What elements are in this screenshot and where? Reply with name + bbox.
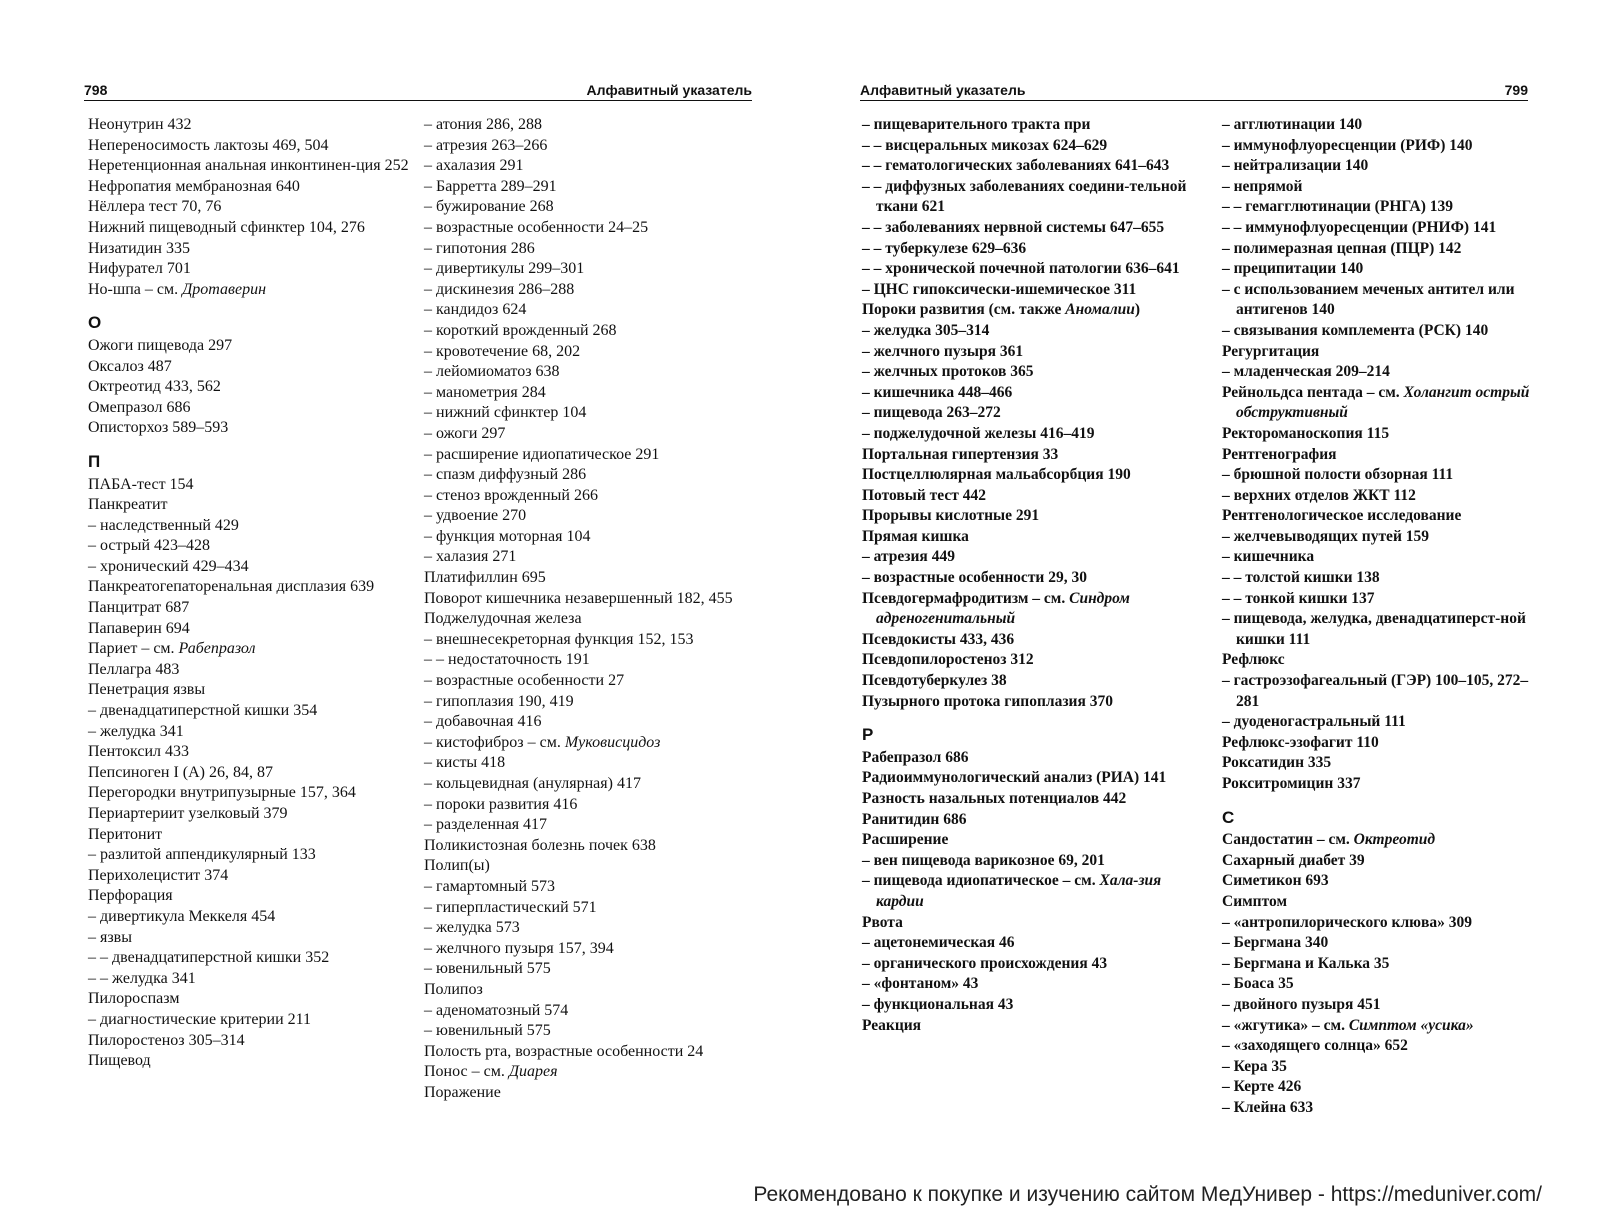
index-entry-reference: Холангит острый обструктивный	[1236, 383, 1530, 422]
index-entry: Париет – см. Рабепразол	[88, 640, 256, 658]
index-entry: – связывания комплемента (РСК) 140	[1222, 321, 1489, 339]
index-entry: Ожоги пищевода 297	[88, 336, 233, 354]
index-entry: Псевдокисты 433, 436	[862, 630, 1015, 648]
index-entry: – ахалазия 291	[424, 157, 524, 175]
index-column-3	[862, 115, 1198, 1036]
index-entry: Полип(ы)	[424, 857, 490, 875]
index-entry: Пороки развития (см. также Аномалии)	[862, 301, 1141, 319]
index-entry: Непереносимость лактозы 469, 504	[88, 136, 329, 154]
index-entry: Радиоиммунологический анализ (РИА) 141	[862, 769, 1167, 787]
index-entry-reference: Хала-зия кардии	[876, 872, 1162, 910]
index-entry: – – хронической почечной патологии 636–641	[862, 260, 1180, 278]
index-entry-reference: Октреотид	[1353, 831, 1436, 849]
index-entry: – – тонкой кишки 137	[1222, 589, 1375, 607]
index-entry: – Кера 35	[1222, 1057, 1287, 1075]
index-entry: – гипоплазия 190, 419	[424, 692, 574, 710]
index-entry: – кистофиброз – см. Муковисцидоз	[424, 733, 661, 751]
index-entry: Рентгенография	[1222, 445, 1337, 463]
index-entry: – – гемагглютинации (РНГА) 139	[1222, 198, 1454, 216]
index-entry: Перихолецистит 374	[88, 866, 229, 884]
index-entry: Нифуратeл 701	[88, 260, 191, 278]
index-entry: – пищеварительного тракта при	[862, 116, 1091, 133]
index-entry: Папаверин 694	[88, 619, 190, 637]
running-title-left: Алфавитный указатель	[586, 82, 752, 98]
index-entry: Платифиллин 695	[424, 569, 546, 587]
index-entry: Низатидин 335	[88, 239, 190, 257]
index-entry: – лейомиоматоз 638	[424, 363, 560, 381]
index-entry: Псевдогермафродитизм – см. Синдром адреногенитальный	[862, 589, 1130, 628]
index-entry: – с использованием меченых антител или антигенов 140	[1222, 280, 1515, 319]
index-entry: – кольцевидная (анулярная) 417	[424, 775, 641, 792]
index-entry: – атрезия 263–266	[424, 136, 548, 154]
index-entry: Поджелудочная железа	[424, 610, 582, 628]
index-entry: – язвы	[88, 928, 132, 946]
index-column-2	[424, 115, 744, 1104]
index-entry: – двенадцатиперстной кишки 354	[88, 702, 318, 720]
index-entry: – диагностические критерии 211	[88, 1010, 312, 1028]
index-entry: Панкреатит	[88, 496, 168, 514]
index-entry: – желчного пузыря 361	[862, 342, 1024, 360]
index-entry: – вен пищевода варикозное 69, 201	[862, 851, 1105, 869]
index-entry: – удвоение 270	[424, 507, 527, 525]
index-letter-heading: С	[1222, 807, 1235, 827]
index-entry: – Бергмана 340	[1222, 934, 1329, 952]
index-entry: – младенческая 209–214	[1222, 363, 1390, 381]
page-number-right: 799	[1504, 82, 1528, 98]
index-entry: – наследственный 429	[88, 516, 239, 534]
index-entry: Неретенционная анальная инконтинен-ция 252	[88, 157, 409, 175]
index-entry: – – висцеральных микозах 624–629	[862, 136, 1108, 154]
index-entry: Периартериит узелковый 379	[88, 805, 288, 822]
index-entry: Оксалоз 487	[88, 357, 172, 375]
index-entry: Расширение	[862, 831, 949, 849]
index-entry: Потовый тест 442	[862, 486, 986, 504]
index-letter-heading: П	[88, 451, 101, 471]
index-entry: Пентоксил 433	[88, 743, 190, 761]
index-entry: ПАБА-тест 154	[88, 475, 194, 493]
index-entry: – функция моторная 104	[424, 527, 591, 545]
index-entry: – гиперпластический 571	[424, 898, 597, 916]
index-entry: Рефлюкс-эзофагит 110	[1222, 733, 1379, 751]
index-entry: – – толстой кишки 138	[1222, 569, 1380, 587]
index-entry: Октреотид 433, 562	[88, 378, 221, 396]
index-entry: Неонутрин 432	[88, 116, 192, 133]
index-entry-reference: Симптом «усика»	[1348, 1016, 1474, 1034]
index-entry: – возрастные особенности 27	[424, 672, 625, 690]
right-page	[800, 0, 1600, 1211]
index-entry: Полость рта, возрастные особенности 24	[424, 1042, 704, 1060]
index-entry: – желудка 305–314	[862, 321, 990, 339]
index-entry: Перитонит	[88, 825, 163, 843]
index-entry: Псевдопилоростеноз 312	[862, 651, 1034, 669]
index-entry: – разлитой аппендикулярный 133	[88, 846, 316, 864]
index-entry: – нижний сфинктер 104	[424, 404, 587, 422]
index-entry: Пищевод	[88, 1052, 151, 1070]
index-entry: Поражение	[424, 1083, 501, 1101]
index-entry: Рокситромицин 337	[1222, 775, 1361, 792]
index-entry: Симетикон 693	[1222, 872, 1329, 890]
index-entry: – гипотония 286	[424, 239, 535, 257]
index-entry: – ожоги 297	[424, 424, 506, 442]
index-entry: – гастроэзофагеальный (ГЭР) 100–105, 272–281	[1222, 672, 1529, 710]
index-entry: Прямая кишка	[862, 527, 969, 545]
index-entry: – поджелудочной железы 416–419	[862, 424, 1095, 442]
index-entry-reference: Муковисцидоз	[564, 733, 661, 751]
index-entry: – желудка 341	[88, 722, 184, 740]
watermark-text[interactable]: Рекомендовано к покупке и изучению сайтом МедУнивер - https://meduniver.com/	[753, 1183, 1542, 1206]
index-entry: Рентгенологическое исследование	[1222, 507, 1462, 525]
index-entry: – пищевода, желудка, двенадцатиперст-ной кишки 111	[1222, 610, 1526, 648]
index-entry: Рвота	[862, 913, 903, 931]
index-letter-heading: Р	[862, 725, 874, 745]
index-entry: – дивертикула Меккеля 454	[88, 907, 276, 925]
index-entry: Сандостатин – см. Октреотид	[1222, 831, 1436, 849]
index-entry: – хронический 429–434	[88, 557, 249, 575]
index-entry: – острый 423–428	[88, 537, 210, 555]
index-entry: – иммунофлуоресценции (РИФ) 140	[1222, 136, 1473, 154]
index-entry: Рефлюкс	[1222, 651, 1285, 669]
index-entry: – «заходящего солнца» 652	[1222, 1037, 1408, 1055]
index-entry: – халазия 271	[424, 548, 517, 566]
index-entry: Перфорация	[88, 887, 173, 905]
index-entry: Поликистозная болезнь почек 638	[424, 836, 656, 854]
index-entry: – кровотечение 68, 202	[424, 342, 581, 360]
index-entry-reference: Диарея	[508, 1063, 558, 1081]
index-entry: – непрямой	[1222, 177, 1303, 195]
index-letter-heading: О	[88, 313, 102, 333]
index-entry: – – гематологических заболеваниях 641–643	[862, 157, 1170, 175]
index-entry: – – недостаточность 191	[424, 651, 590, 669]
index-entry: – функциональная 43	[862, 995, 1014, 1013]
index-entry-reference: Рабепразол	[178, 640, 256, 658]
index-entry: – пищевода идиопатическое – см. Хала-зия кардии	[862, 872, 1162, 910]
index-entry-reference: Синдром адреногенитальный	[876, 589, 1130, 628]
index-entry: – возрастные особенности 24–25	[424, 218, 649, 236]
index-entry: – органического происхождения 43	[862, 954, 1108, 972]
index-entry: – брюшной полости обзорная 111	[1222, 466, 1454, 484]
index-entry: – верхних отделов ЖКТ 112	[1222, 486, 1416, 504]
index-entry: Портальная гипертензия 33	[862, 445, 1059, 463]
index-entry: Рабепразол 686	[862, 748, 969, 766]
index-entry: Реакция	[862, 1016, 922, 1034]
index-entry: – – туберкулезе 629–636	[862, 239, 1027, 257]
index-entry: Полипоз	[424, 980, 483, 998]
index-entry: Омепразол 686	[88, 398, 191, 416]
index-entry: – полимеразная цепная (ПЦР) 142	[1222, 239, 1462, 257]
index-entry: Нёллера тест 70, 76	[88, 198, 222, 216]
index-entry: Пенетрация язвы	[88, 681, 206, 699]
index-entry: – атония 286, 288	[424, 116, 542, 133]
index-entry: – дивертикулы 299–301	[424, 260, 585, 278]
index-entry: – преципитации 140	[1222, 260, 1364, 278]
index-entry: – желчных протоков 365	[862, 363, 1034, 381]
index-entry: – – двенадцатиперстной кишки 352	[88, 949, 330, 967]
index-entry: Ранитидин 686	[862, 810, 967, 828]
index-entry: – желчевыводящих путей 159	[1222, 527, 1429, 545]
index-entry: Сахарный диабет 39	[1222, 851, 1365, 869]
index-entry: Пилороспазм	[88, 990, 180, 1008]
index-entry: – «жгутика» – см. Симптом «усика»	[1222, 1016, 1474, 1034]
index-entry: – нейтрализации 140	[1222, 157, 1369, 175]
index-entry: – манометрия 284	[424, 383, 546, 401]
index-entry: – стеноз врожденный 266	[424, 486, 598, 504]
index-entry: – кишечника	[1222, 548, 1315, 566]
index-entry: Пепсиноген I (А) 26, 84, 87	[88, 763, 273, 781]
index-entry: – «антропилорического клюва» 309	[1222, 913, 1472, 931]
index-column-1	[88, 115, 410, 1072]
index-entry: Но-шпа – см. Дротаверин	[88, 280, 267, 298]
index-entry: – – диффузных заболеваниях соедини-тельной ткани 621	[862, 177, 1187, 216]
index-entry: Постцеллюлярная мальабсорбция 190	[862, 466, 1131, 484]
index-entry: – ювенильный 575	[424, 960, 551, 978]
index-entry: – возрастные особенности 29, 30	[862, 569, 1087, 587]
index-entry: Рейнольдса пентада – см. Холангит острый обструктивный	[1222, 383, 1530, 422]
index-entry: – ЦНС гипоксически-ишемическое 311	[862, 280, 1137, 298]
index-entry: – короткий врожденный 268	[424, 321, 617, 339]
index-entry: – добавочная 416	[424, 713, 542, 731]
index-entry: – Барретта 289–291	[424, 177, 557, 195]
index-entry: – разделенная 417	[424, 816, 548, 834]
index-entry: Ректороманоскопия 115	[1222, 424, 1390, 442]
index-entry: Пилоростеноз 305–314	[88, 1031, 245, 1049]
index-entry-reference: Дротаверин	[182, 280, 267, 298]
index-entry: – пороки развития 416	[424, 795, 578, 813]
page-number-left: 798	[84, 82, 108, 98]
index-entry: – бужирование 268	[424, 198, 554, 216]
index-entry: Панцитрат 687	[88, 599, 190, 617]
index-entry: – кандидоз 624	[424, 301, 527, 319]
index-entry: Нижний пищеводный сфинктер 104, 276	[88, 218, 365, 236]
index-entry: Роксатидин 335	[1222, 754, 1332, 772]
index-entry: – – иммунофлуоресценции (РНИФ) 141	[1222, 218, 1497, 236]
index-entry: Пузырного протока гипоплазия 370	[862, 692, 1113, 710]
index-entry: – гамартомный 573	[424, 877, 556, 895]
index-entry: – желудка 573	[424, 919, 520, 937]
index-entry: – двойного пузыря 451	[1222, 995, 1381, 1013]
index-entry: – кишечника 448–466	[862, 383, 1013, 401]
index-entry: Панкреатогепаторенальная дисплазия 639	[88, 578, 375, 596]
index-entry: – аденоматозный 574	[424, 1001, 569, 1019]
index-entry: – ювенильный 575	[424, 1022, 551, 1040]
index-entry: Симптом	[1222, 892, 1288, 910]
index-entry: Регургитация	[1222, 342, 1320, 360]
index-entry: Прорывы кислотные 291	[862, 507, 1040, 525]
index-entry: Пеллагра 483	[88, 660, 180, 678]
index-entry: – агглютинации 140	[1222, 116, 1363, 133]
index-entry: – Клейна 633	[1222, 1098, 1314, 1116]
index-entry: – – заболеваниях нервной системы 647–655	[862, 218, 1165, 236]
index-entry: – спазм диффузный 286	[424, 466, 587, 484]
index-entry: – желчного пузыря 157, 394	[424, 939, 614, 957]
running-title-right: Алфавитный указатель	[860, 82, 1026, 98]
index-entry: Перегородки внутрипузырные 157, 364	[88, 784, 356, 802]
index-column-4	[1222, 115, 1542, 1119]
index-entry: – Бергмана и Калька 35	[1222, 954, 1390, 972]
index-entry: Разность назальных потенциалов 442	[862, 790, 1127, 807]
index-entry: Описторхоз 589–593	[88, 419, 229, 437]
index-entry: – дискинезия 286–288	[424, 280, 575, 298]
index-entry: – ацетонемическая 46	[862, 934, 1015, 952]
index-entry: Понос – см. Диарея	[424, 1063, 558, 1081]
running-header-right	[860, 80, 1528, 101]
index-entry: – дуоденогастральный 111	[1222, 713, 1406, 731]
index-entry: – расширение идиопатическое 291	[424, 445, 660, 463]
index-entry: – – желудка 341	[88, 969, 196, 987]
index-entry-reference: Аномалии	[1065, 301, 1135, 319]
index-entry: – Керте 426	[1222, 1078, 1302, 1096]
index-entry: Поворот кишечника незавершенный 182, 455	[424, 589, 733, 607]
index-entry: Псевдотуберкулез 38	[862, 672, 1007, 690]
index-entry: – «фонтаном» 43	[862, 975, 979, 993]
running-header-left	[84, 80, 752, 101]
index-entry: – Боаса 35	[1222, 975, 1294, 993]
index-entry: – пищевода 263–272	[862, 404, 1001, 422]
index-entry: – кисты 418	[424, 754, 506, 772]
index-entry: Нефропатия мембранозная 640	[88, 177, 300, 195]
index-entry: – внешнесекреторная функция 152, 153	[424, 630, 694, 648]
index-entry: – атрезия 449	[862, 548, 955, 566]
